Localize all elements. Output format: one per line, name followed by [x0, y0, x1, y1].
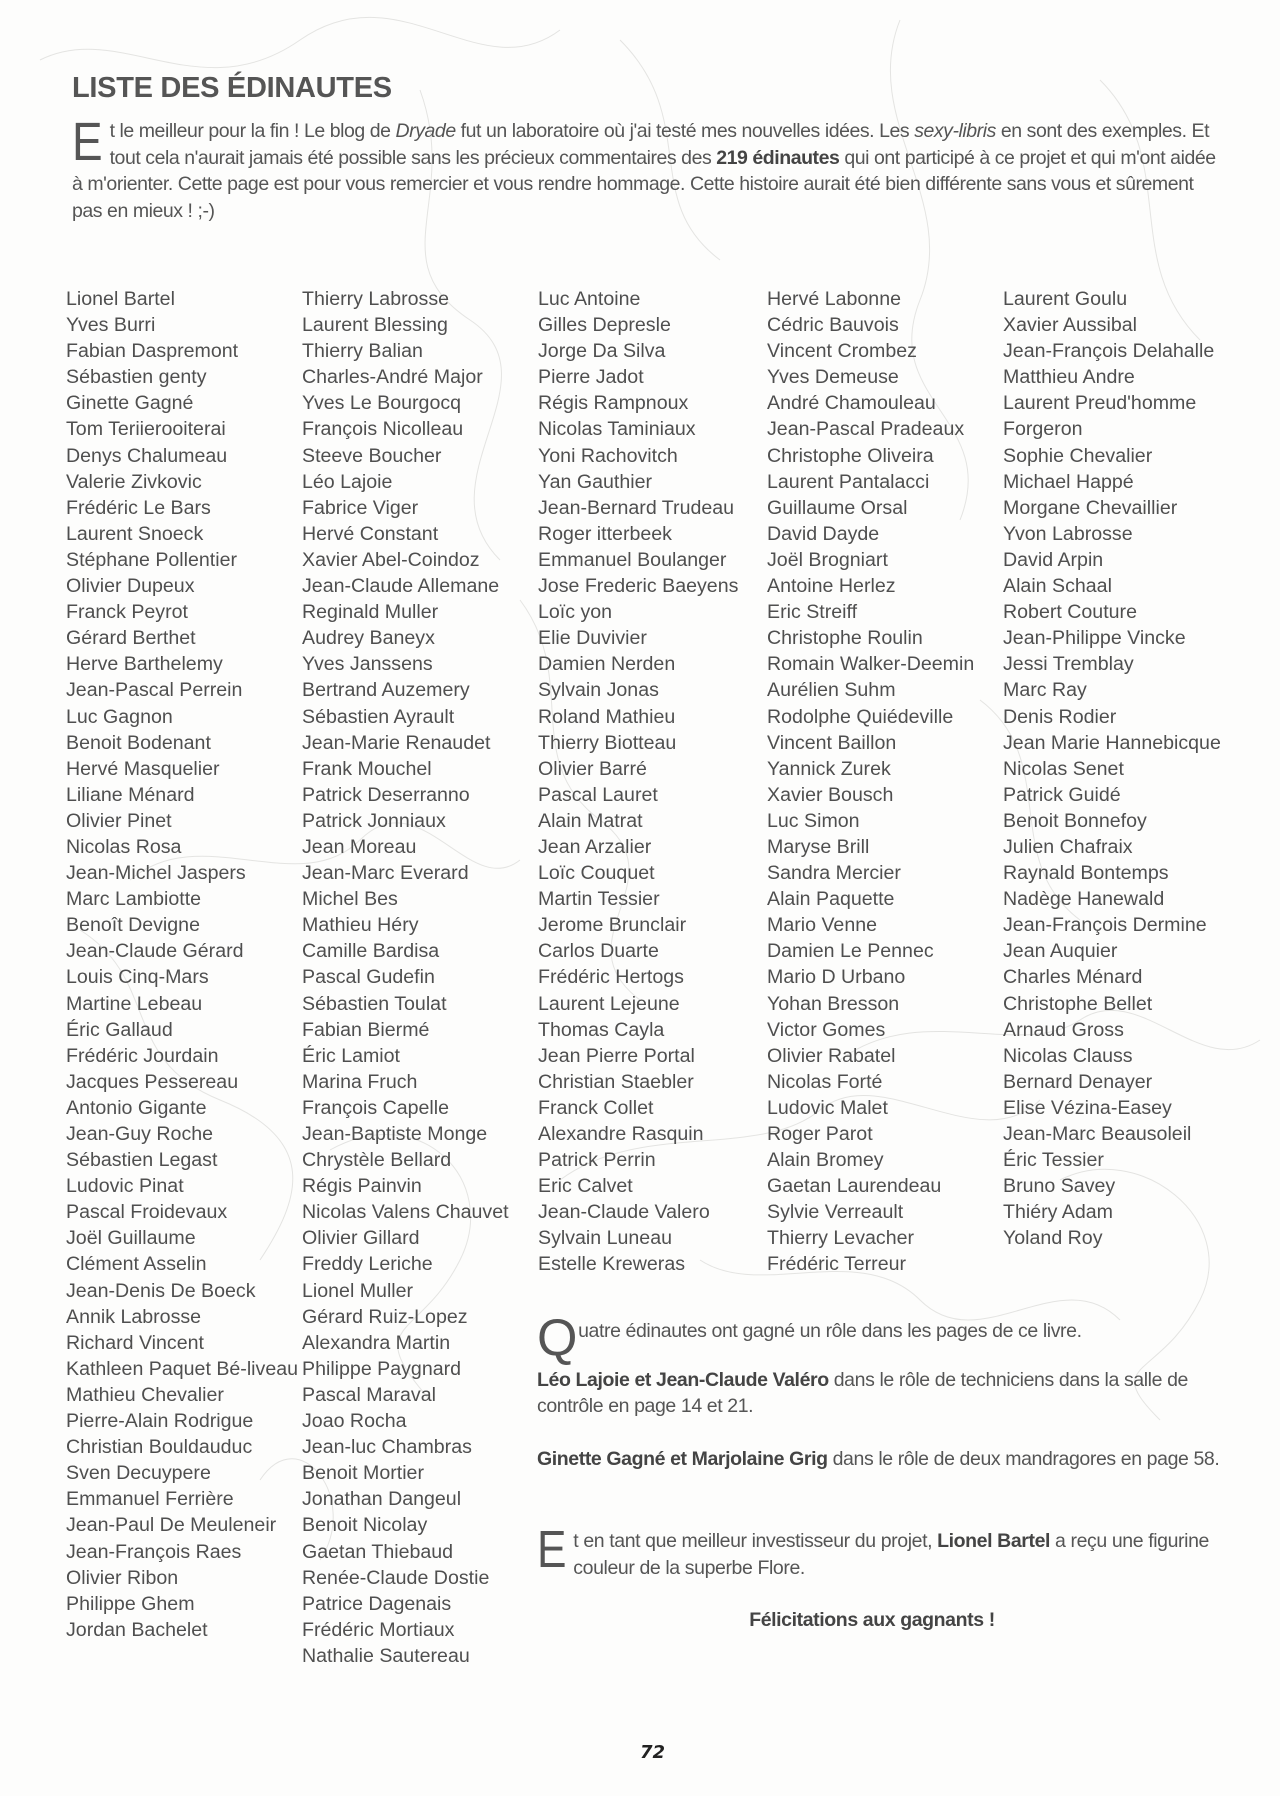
edinaute-name: Elie Duvivier: [538, 627, 647, 650]
edinaute-name: Valerie Zivkovic: [66, 470, 202, 493]
winners-pair-2: [537, 1446, 1227, 1473]
edinaute-name: Gaetan Thiebaud: [302, 1540, 454, 1563]
winners-pair-1-names: Léo Lajoie et Jean-Claude Valéro: [537, 1368, 829, 1391]
edinaute-name: Bernard Denayer: [1003, 1070, 1153, 1093]
page-number: 72: [640, 1742, 666, 1763]
edinaute-name: Bertrand Auzemery: [302, 679, 470, 702]
edinaute-name: Chrystèle Bellard: [302, 1149, 452, 1172]
edinaute-name: Luc Antoine: [538, 288, 641, 310]
edinaute-name: Liliane Ménard: [66, 783, 195, 806]
edinaute-name: Nicolas Clauss: [1003, 1044, 1133, 1067]
edinaute-name: Gaetan Laurendeau: [767, 1175, 942, 1198]
edinaute-name: Jean-Bernard Trudeau: [538, 496, 735, 519]
edinaute-name: Audrey Baneyx: [302, 627, 435, 650]
edinaute-name: Stéphane Pollentier: [66, 548, 238, 571]
edinaute-name: Michel Bes: [302, 888, 398, 911]
edinaute-name: Hervé Labonne: [767, 288, 901, 310]
edinaute-name: Jean-Pascal Pradeaux: [767, 418, 965, 441]
edinaute-name: Franck Collet: [538, 1096, 654, 1119]
edinaute-name: Arnaud Gross: [1003, 1018, 1124, 1041]
edinaute-name: Sébastien Legast: [66, 1149, 218, 1172]
intro-dryade: Dryade: [395, 120, 456, 142]
edinaute-name: Jean-François Dermine: [1003, 914, 1207, 937]
edinaute-name: Maryse Brill: [767, 835, 870, 858]
edinaute-name: Robert Couture: [1003, 601, 1137, 624]
edinaute-name: Denis Rodier: [1003, 705, 1117, 728]
intro-text: en sont des exemples. Et tout cela n'aurait jamais été possible sans les précieux commentaires des: [109, 120, 1210, 169]
edinaute-name: Laurent Pantalacci: [767, 470, 930, 493]
edinaute-name: Frédéric Hertogs: [538, 966, 684, 989]
investor-text: a reçu une figurine couleur de la superbe Flore.: [573, 1530, 1209, 1579]
edinaute-name: Pascal Gudefin: [302, 966, 435, 989]
edinaute-name: Damien Le Pennec: [767, 940, 934, 963]
edinaute-name: Nicolas Rosa: [66, 835, 182, 858]
edinaute-name: Patrick Guidé: [1003, 783, 1121, 806]
edinaute-name: Ginette Gagné: [66, 392, 194, 415]
edinaute-name: Sylvain Luneau: [538, 1227, 672, 1250]
edinaute-name: Eric Streiff: [767, 601, 858, 624]
edinaute-name: Herve Barthelemy: [66, 653, 223, 676]
edinaute-name: Yannick Zurek: [767, 757, 891, 780]
edinaute-name: Jean Moreau: [302, 835, 417, 858]
edinaute-name: Nicolas Forté: [767, 1070, 883, 1093]
edinaute-name: Marc Lambiotte: [66, 888, 202, 911]
edinaute-name: Yan Gauthier: [538, 470, 653, 493]
names-column-1: [66, 286, 301, 1643]
edinaute-name: Gérard Ruiz-Lopez: [302, 1305, 468, 1328]
edinaute-name: Ludovic Pinat: [66, 1175, 184, 1198]
edinaute-name: Jorge Da Silva: [538, 340, 666, 363]
edinaute-name: Reginald Muller: [302, 601, 439, 624]
edinaute-name: Xavier Aussibal: [1003, 314, 1137, 337]
edinaute-name: Michael Happé: [1003, 470, 1134, 493]
edinaute-name: Lionel Muller: [302, 1279, 414, 1302]
edinaute-name: Hervé Constant: [302, 522, 439, 545]
investor-text: t en tant que meilleur investisseur du projet,: [573, 1530, 938, 1552]
names-column-3: [538, 286, 738, 1278]
edinaute-name: Christophe Oliveira: [767, 444, 934, 467]
edinaute-name: Yoni Rachovitch: [538, 444, 678, 467]
names-column-4: [767, 286, 974, 1278]
edinaute-name: Jean-Claude Allemane: [302, 575, 500, 598]
edinaute-name: Pierre Jadot: [538, 366, 644, 389]
edinaute-name: Mario D Urbano: [767, 966, 906, 989]
edinaute-name: François Nicolleau: [302, 418, 464, 441]
edinaute-name: Philippe Ghem: [66, 1592, 195, 1615]
edinaute-name: Clément Asselin: [66, 1253, 207, 1276]
edinaute-name: Fabian Biermé: [302, 1018, 430, 1041]
edinaute-name: Nadège Hanewald: [1003, 888, 1165, 911]
edinaute-name: Gérard Berthet: [66, 627, 196, 650]
edinaute-name: Pascal Lauret: [538, 783, 658, 806]
edinaute-name: Mathieu Héry: [302, 914, 419, 937]
edinaute-name: Franck Peyrot: [66, 601, 188, 624]
edinaute-name: Joël Guillaume: [66, 1227, 196, 1250]
intro-edinaute-count: 219 édinautes: [716, 146, 840, 169]
intro-text: fut un laboratoire où j'ai testé mes nouvelles idées. Les: [455, 120, 915, 142]
edinaute-name: Philippe Paygnard: [302, 1357, 462, 1380]
edinaute-name: Thomas Cayla: [538, 1018, 665, 1041]
edinaute-name: Renée-Claude Dostie: [302, 1566, 490, 1589]
edinaute-name: Damien Nerden: [538, 653, 676, 676]
edinaute-name: Forgeron: [1003, 418, 1083, 441]
edinaute-name: Pierre-Alain Rodrigue: [66, 1410, 254, 1433]
edinaute-name: Charles-André Major: [302, 366, 483, 389]
edinaute-name: Victor Gomes: [767, 1018, 886, 1041]
edinaute-name: Frédéric Mortiaux: [302, 1618, 455, 1641]
edinaute-name: Benoit Bonnefoy: [1003, 809, 1147, 832]
edinaute-name: Richard Vincent: [66, 1331, 204, 1354]
edinaute-name: Aurélien Suhm: [767, 679, 896, 702]
edinaute-name: Mario Venne: [767, 914, 878, 937]
edinaute-name: Ludovic Malet: [767, 1096, 888, 1119]
edinaute-name: Estelle Kreweras: [538, 1253, 686, 1276]
edinaute-name: Alain Schaal: [1003, 575, 1112, 598]
edinaute-name: Patrick Jonniaux: [302, 809, 446, 832]
names-column-2: [302, 286, 509, 1669]
edinaute-name: Eric Calvet: [538, 1175, 633, 1198]
edinaute-name: Vincent Baillon: [767, 731, 897, 754]
edinaute-name: François Capelle: [302, 1096, 450, 1119]
edinaute-name: Patrick Deserranno: [302, 783, 470, 806]
edinaute-name: Jean-Philippe Vincke: [1003, 627, 1186, 650]
edinaute-name: Léo Lajoie: [302, 470, 393, 493]
edinaute-name: Nathalie Sautereau: [302, 1644, 470, 1667]
edinaute-name: Xavier Abel-Coindoz: [302, 548, 480, 571]
edinaute-name: Yoland Roy: [1003, 1227, 1103, 1250]
edinaute-name: Benoit Bodenant: [66, 731, 211, 754]
edinaute-name: Christophe Roulin: [767, 627, 923, 650]
edinaute-name: Luc Simon: [767, 809, 860, 832]
edinaute-name: Martine Lebeau: [66, 992, 203, 1015]
edinaute-name: Hervé Masquelier: [66, 757, 220, 780]
edinaute-name: Pascal Maraval: [302, 1383, 436, 1406]
edinaute-name: Vincent Crombez: [767, 340, 917, 363]
edinaute-name: Bruno Savey: [1003, 1175, 1116, 1198]
edinaute-name: Thiéry Adam: [1003, 1201, 1113, 1224]
edinaute-name: Mathieu Chevalier: [66, 1383, 224, 1406]
edinaute-name: Jean-Marie Renaudet: [302, 731, 491, 754]
edinaute-name: Thierry Biotteau: [538, 731, 677, 754]
edinaute-name: Emmanuel Ferrière: [66, 1488, 234, 1511]
edinaute-name: Alain Matrat: [538, 809, 643, 832]
edinaute-name: Alexandra Martin: [302, 1331, 451, 1354]
edinaute-name: Steeve Boucher: [302, 444, 442, 467]
edinaute-name: Christian Staebler: [538, 1070, 694, 1093]
edinaute-name: Jean-Guy Roche: [66, 1123, 214, 1145]
edinaute-name: Patrick Perrin: [538, 1149, 656, 1172]
edinaute-name: Jose Frederic Baeyens: [538, 575, 739, 598]
edinaute-name: Kathleen Paquet Bé-liveau: [66, 1357, 299, 1380]
edinaute-name: Alain Bromey: [767, 1149, 884, 1172]
intro-dropcap: E: [72, 112, 103, 172]
intro-text: qui ont participé à ce projet et qui m'ont aidée à m'orienter. Cette page est pour vous remercier et vous rendre hommage. Cette histoire aurait été bien différente sans vous et sûrement pas en mieux ! ;-): [72, 146, 1216, 222]
edinaute-name: Denys Chalumeau: [66, 444, 228, 467]
edinaute-name: Jean-Paul De Meuleneir: [66, 1514, 277, 1537]
edinaute-name: Xavier Bousch: [767, 783, 894, 806]
edinaute-name: Jessi Tremblay: [1003, 653, 1134, 676]
edinaute-name: Elise Vézina-Easey: [1003, 1096, 1172, 1119]
edinaute-name: Carlos Duarte: [538, 940, 659, 963]
edinaute-name: Raynald Bontemps: [1003, 862, 1169, 885]
intro-paragraph: [72, 112, 1228, 224]
edinaute-name: Jean-Claude Gérard: [66, 940, 244, 963]
winners-pair-2-text: dans le rôle de deux mandragores en page 58.: [827, 1447, 1220, 1470]
edinaute-name: Thierry Levacher: [767, 1227, 915, 1250]
edinaute-name: Marina Fruch: [302, 1070, 418, 1093]
edinaute-name: Olivier Pinet: [66, 809, 172, 832]
edinaute-name: Benoît Devigne: [66, 914, 200, 937]
edinaute-name: Jean-François Raes: [66, 1540, 242, 1563]
edinaute-name: Jean-Claude Valero: [538, 1201, 710, 1224]
investor-name: Lionel Bartel: [937, 1530, 1051, 1552]
edinaute-name: Yves Demeuse: [767, 366, 899, 389]
edinaute-name: Louis Cinq-Mars: [66, 966, 209, 989]
edinaute-name: Romain Walker-Deemin: [767, 653, 975, 676]
edinaute-name: Olivier Gillard: [302, 1227, 420, 1250]
edinaute-name: Nicolas Senet: [1003, 757, 1124, 780]
edinaute-name: Laurent Goulu: [1003, 288, 1128, 310]
edinaute-name: Guillaume Orsal: [767, 496, 908, 519]
winners-pair-1: [537, 1367, 1227, 1420]
best-investor: [537, 1521, 1227, 1581]
investor-dropcap: E: [537, 1521, 567, 1579]
edinaute-name: Sandra Mercier: [767, 862, 901, 885]
edinaute-name: Frédéric Jourdain: [66, 1044, 219, 1067]
edinaute-name: Camille Bardisa: [302, 940, 440, 963]
edinaute-name: Roger itterbeek: [538, 522, 672, 545]
intro-text: t le meilleur pour la fin ! Le blog de: [109, 120, 396, 142]
edinaute-name: Laurent Snoeck: [66, 522, 204, 545]
edinaute-name: Jean Arzalier: [538, 835, 652, 858]
edinaute-name: Jean-Pascal Perrein: [66, 679, 243, 702]
edinaute-name: Morgane Chevaillier: [1003, 496, 1178, 519]
edinaute-name: Annik Labrosse: [66, 1305, 202, 1328]
edinaute-name: Sophie Chevalier: [1003, 444, 1153, 467]
edinaute-name: Sébastien Toulat: [302, 992, 447, 1015]
edinaute-name: Patrice Dagenais: [302, 1592, 452, 1615]
edinaute-name: Christophe Bellet: [1003, 992, 1153, 1015]
edinaute-name: Jonathan Dangeul: [302, 1488, 462, 1511]
edinaute-name: Freddy Leriche: [302, 1253, 433, 1276]
edinaute-name: Joao Rocha: [302, 1410, 407, 1433]
edinaute-name: Marc Ray: [1003, 679, 1087, 702]
edinaute-name: Thierry Balian: [302, 340, 423, 363]
edinaute-name: David Dayde: [767, 522, 880, 545]
edinaute-name: Sébastien genty: [66, 366, 207, 389]
edinaute-name: Yohan Bresson: [767, 992, 900, 1015]
edinaute-name: Jean-François Delahalle: [1003, 340, 1215, 363]
edinaute-name: Olivier Barré: [538, 757, 647, 780]
edinaute-name: Sébastien Ayrault: [302, 705, 455, 728]
edinaute-name: Antonio Gigante: [66, 1096, 207, 1119]
edinaute-name: Fabrice Viger: [302, 496, 419, 519]
edinaute-name: Laurent Preud'homme: [1003, 392, 1197, 415]
edinaute-name: Jean Marie Hannebicque: [1003, 731, 1221, 754]
edinaute-name: Sylvain Jonas: [538, 679, 659, 702]
edinaute-name: Jordan Bachelet: [66, 1618, 208, 1641]
edinaute-name: Antoine Herlez: [767, 575, 896, 598]
edinaute-name: Yves Janssens: [302, 653, 433, 676]
edinaute-name: Sven Decuypere: [66, 1462, 211, 1485]
intro-sexy-libris: sexy-libris: [914, 120, 996, 142]
edinaute-name: Julien Chafraix: [1003, 835, 1133, 858]
edinaute-name: Rodolphe Quiédeville: [767, 705, 954, 728]
edinaute-name: Tom Teriierooiterai: [66, 418, 226, 441]
edinaute-name: Olivier Rabatel: [767, 1044, 896, 1067]
edinaute-name: Thierry Labrosse: [302, 288, 450, 310]
congratulations: Félicitations aux gagnants !: [749, 1609, 995, 1631]
edinaute-name: Jacques Pessereau: [66, 1070, 239, 1093]
edinaute-name: Roland Mathieu: [538, 705, 676, 728]
edinaute-name: Alain Paquette: [767, 888, 895, 911]
edinaute-name: Éric Gallaud: [66, 1018, 173, 1041]
edinaute-name: Matthieu Andre: [1003, 366, 1135, 389]
edinaute-name: Laurent Lejeune: [538, 992, 680, 1015]
edinaute-name: Yves Le Bourgocq: [302, 392, 462, 415]
edinaute-name: Luc Gagnon: [66, 705, 173, 728]
edinaute-name: Jean-Baptiste Monge: [302, 1123, 488, 1145]
edinaute-name: Charles Ménard: [1003, 966, 1143, 989]
edinaute-name: Régis Painvin: [302, 1175, 422, 1198]
edinaute-name: Frédéric Le Bars: [66, 496, 211, 519]
edinaute-name: Jean-Marc Everard: [302, 862, 469, 885]
edinaute-name: Frank Mouchel: [302, 757, 432, 780]
edinaute-name: Cédric Bauvois: [767, 314, 899, 337]
edinaute-name: Pascal Froidevaux: [66, 1201, 228, 1224]
edinaute-name: Nicolas Taminiaux: [538, 418, 696, 441]
edinaute-name: Jean-Denis De Boeck: [66, 1279, 256, 1302]
edinaute-name: Alexandre Rasquin: [538, 1123, 704, 1145]
edinaute-name: Joël Brogniart: [767, 548, 888, 571]
edinaute-name: Nicolas Valens Chauvet: [302, 1201, 509, 1224]
edinaute-name: Loïc Couquet: [538, 862, 655, 885]
edinaute-name: Laurent Blessing: [302, 314, 448, 337]
edinaute-name: David Arpin: [1003, 548, 1104, 571]
edinaute-name: Loïc yon: [538, 601, 613, 624]
names-column-5: [1003, 286, 1221, 1251]
edinaute-name: Régis Rampnoux: [538, 392, 689, 415]
edinaute-name: Olivier Dupeux: [66, 575, 195, 598]
edinaute-name: Olivier Ribon: [66, 1566, 179, 1589]
edinaute-name: Éric Tessier: [1003, 1149, 1104, 1172]
edinaute-name: Fabian Daspremont: [66, 340, 239, 363]
edinaute-name: Sylvie Verreault: [767, 1201, 904, 1224]
edinaute-name: Christian Bouldauduc: [66, 1436, 253, 1459]
winners-section: [537, 1310, 1227, 1634]
edinaute-name: Martin Tessier: [538, 888, 660, 911]
edinaute-name: Éric Lamiot: [302, 1044, 400, 1067]
winners-intro: [537, 1309, 1227, 1367]
edinaute-name: Gilles Depresle: [538, 314, 671, 337]
edinaute-name: Jean Auquier: [1003, 940, 1118, 963]
edinaute-name: Benoit Nicolay: [302, 1514, 428, 1537]
page-title: LISTE DES ÉDINAUTES: [72, 72, 392, 104]
winners-intro-text: uatre édinautes ont gagné un rôle dans les pages de ce livre.: [578, 1320, 1082, 1342]
edinaute-name: Jerome Brunclair: [538, 914, 687, 937]
edinaute-name: Benoit Mortier: [302, 1462, 424, 1485]
edinaute-name: Frédéric Terreur: [767, 1253, 907, 1276]
edinaute-name: Roger Parot: [767, 1123, 873, 1145]
winners-pair-2-names: Ginette Gagné et Marjolaine Grig: [537, 1447, 828, 1470]
winners-dropcap: Q: [537, 1309, 578, 1367]
edinaute-name: André Chamouleau: [767, 392, 936, 415]
edinaute-name: Yves Burri: [66, 314, 156, 337]
edinaute-name: Lionel Bartel: [66, 288, 175, 310]
edinaute-name: Yvon Labrosse: [1003, 522, 1133, 545]
edinaute-name: Jean Pierre Portal: [538, 1044, 695, 1067]
edinaute-name: Jean-Michel Jaspers: [66, 862, 246, 885]
edinaute-name: Emmanuel Boulanger: [538, 548, 727, 571]
edinaute-name: Jean-Marc Beausoleil: [1003, 1123, 1192, 1145]
winners-pair-1-text: dans le rôle de techniciens dans la salle de contrôle en page 14 et 21.: [537, 1368, 1188, 1417]
edinaute-name: Jean-luc Chambras: [302, 1436, 472, 1459]
